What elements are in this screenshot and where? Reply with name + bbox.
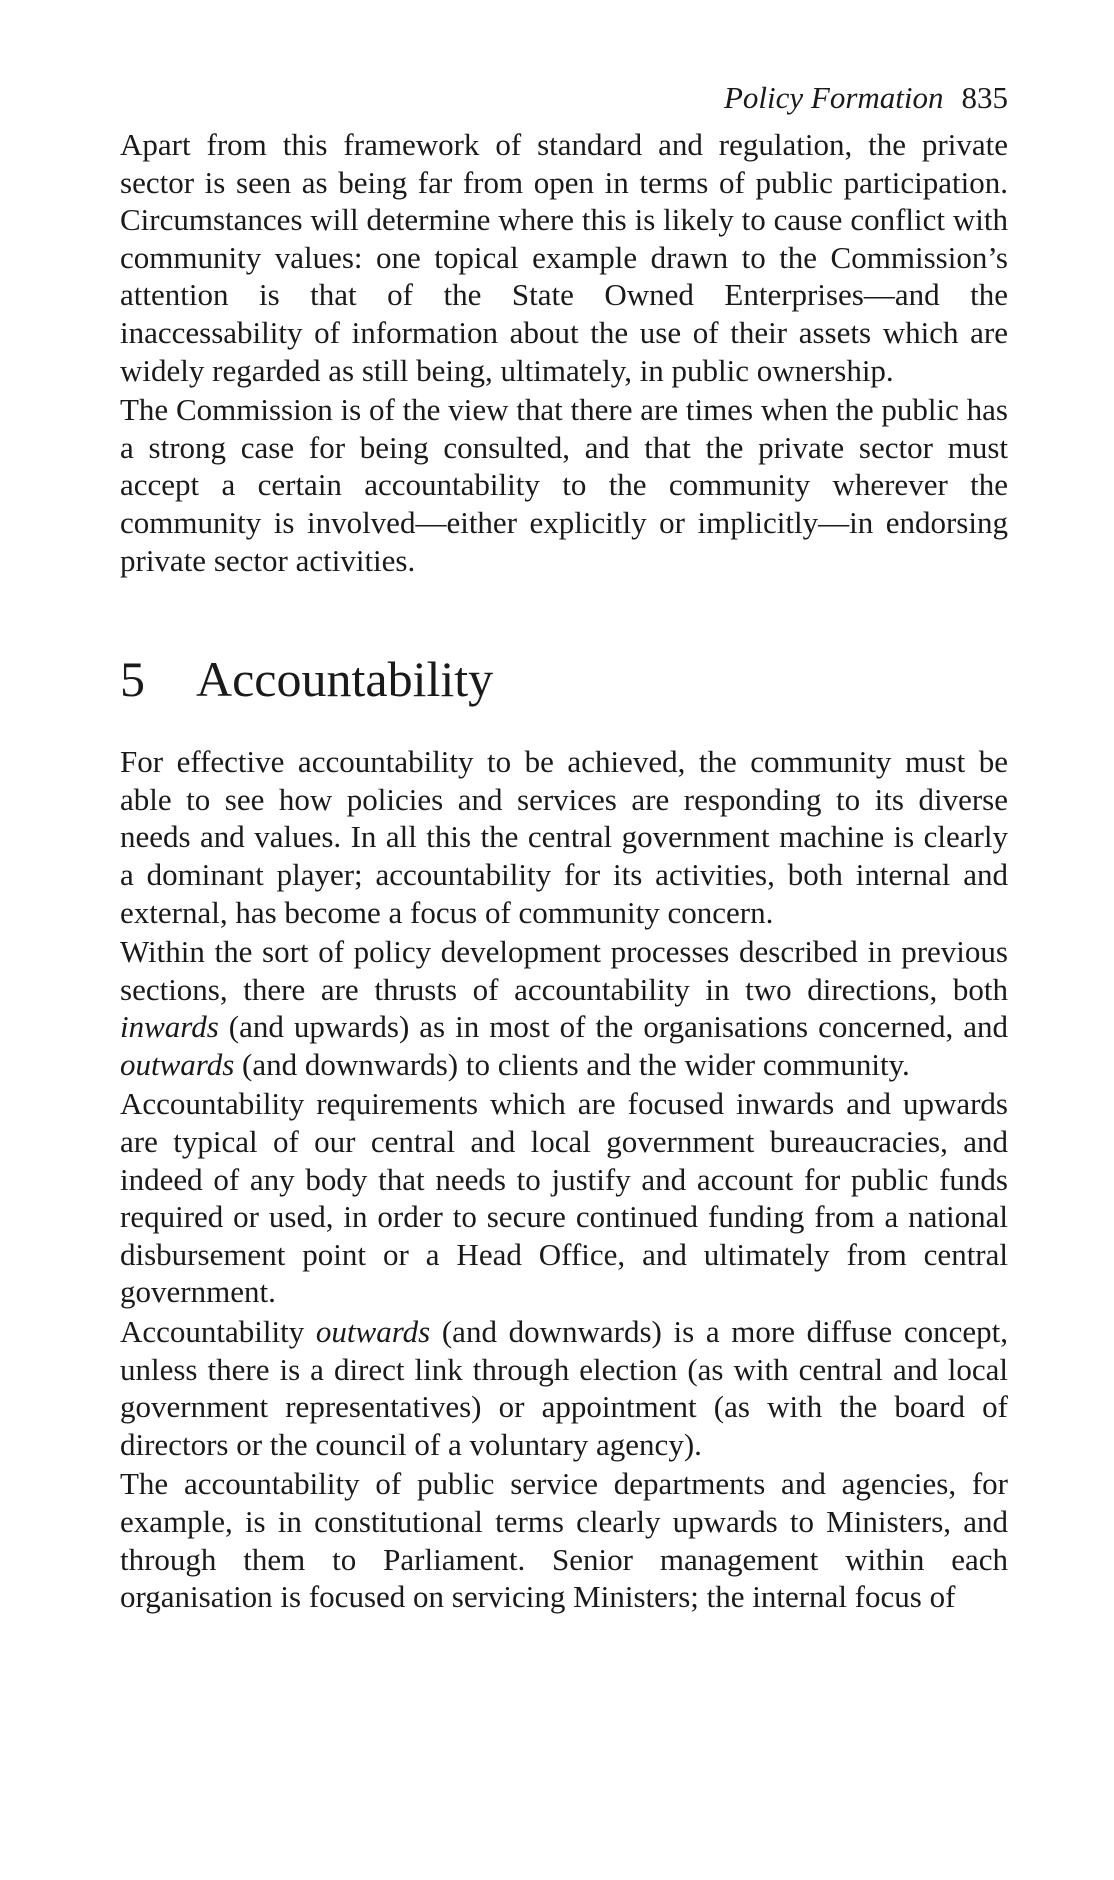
book-page [120, 78, 1008, 1618]
emphasis-inwards: inwards [120, 1009, 219, 1045]
section-number: 5 [120, 651, 145, 708]
page-number: 835 [961, 80, 1008, 115]
text-run: (and downwards) to clients and the wider community. [234, 1046, 910, 1082]
section-heading [120, 649, 1008, 709]
text-run: (and upwards) as in most of the organisations concerned, and [218, 1009, 1008, 1045]
running-head-title: Policy Formation [723, 80, 944, 115]
text-run: (and downwards) is a more diffuse concept, unless there is a direct link through election (as with central and local government representatives) or appointment (as with the board of directors or the council of a voluntary agency). [120, 1314, 1008, 1462]
paragraph-private-sector: Apart from this framework of standard and regulation, the private sector is seen as being far from open in terms of public participation. Circumstances will determine where this is likely to cause conflict with community values: one topical example drawn to the Commission’s attention is that of the State Owned Enterprises—and the inaccessability of information about the use of their assets which are widely regarded as still being, ultimately, in public ownership. [120, 127, 1008, 388]
text-run: Accountability [120, 1314, 316, 1350]
paragraph-inward-requirements: Accountability requirements which are focused inwards and upwards are typical of our central and local government bureaucracies, and indeed of any body that needs to justify and account for public funds required or used, in order to secure continued funding from a national disbursement point or a Head Office, and ultimately from central government. [120, 1086, 1008, 1310]
text-run: Within the sort of policy development processes described in previous sections, there are thrusts of accountability in two directions, both [120, 934, 1008, 1007]
section-title: Accountability [196, 651, 494, 708]
paragraph-commission-view: The Commission is of the view that there are times when the public has a strong case for being consulted, and that the private sector must accept a certain accountability to the community wherever the community is involved—either explicitly or implicitly—in endorsing private sector activities. [120, 392, 1008, 578]
paragraph-thrusts-of-accountability [120, 933, 1008, 1083]
paragraph-outward-accountability [120, 1313, 1008, 1463]
running-head [120, 78, 1008, 118]
emphasis-outwards: outwards [315, 1314, 431, 1350]
paragraph-effective-accountability: For effective accountability to be achieved, the community must be able to see how policies and services are responding to its diverse needs and values. In all this the central government machine is clearly a dominant player; accountability for its activities, both internal and external, has become a focus of community concern. [120, 744, 1008, 930]
paragraph-public-service-departments: The accountability of public service departments and agencies, for example, is in constitutional terms clearly upwards to Ministers, and through them to Parliament. Senior management within each organisation is focused on servicing Ministers; the internal focus of [120, 1466, 1008, 1615]
emphasis-outwards: outwards [120, 1046, 235, 1082]
